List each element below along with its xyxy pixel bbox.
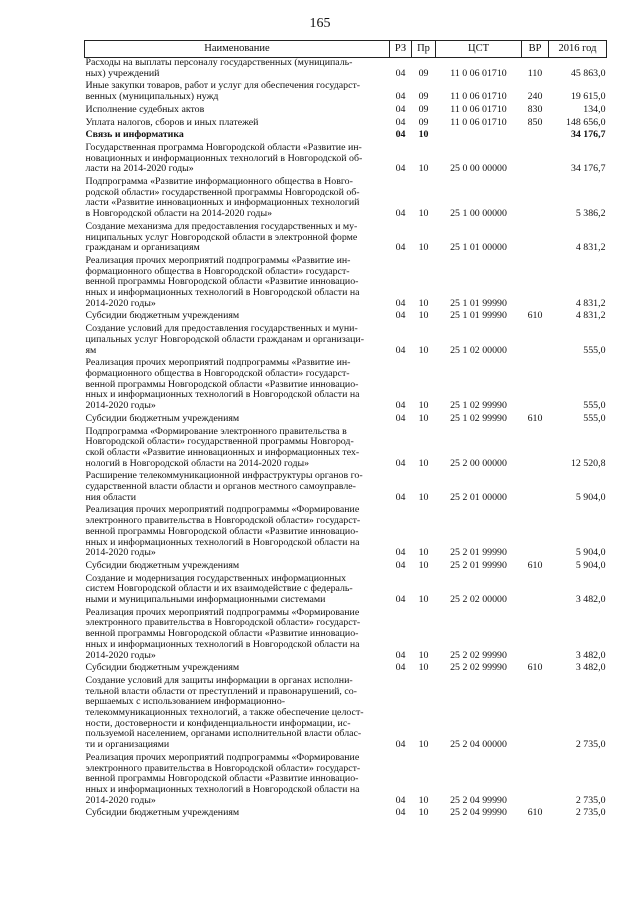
row-rz: 04 [395, 739, 406, 751]
row-name: Иные закупки товаров, работ и услуг для обеспечения государст- венных (муниципальных) нужд [85, 80, 361, 103]
row-name: Подпрограмма «Развитие информационного общества в Новго- родской области» государственной программы Новгородской об- ласти «Развитие инновационных и информационных технологий в Новгородской области на 2014-2020 годы» [85, 176, 360, 220]
row-name: Создание условий для предоставления государственных и муни- ципальных услуг Новгородской области гражданам и организаци- ям [85, 323, 364, 356]
row-amount: 5 904,0 [575, 491, 606, 503]
row-pr: 10 [418, 412, 429, 424]
row-cst: 25 1 00 00000 [450, 208, 507, 220]
row-pr: 09 [418, 103, 429, 115]
row-vr [522, 753, 549, 809]
row-pr: 10 [418, 547, 429, 559]
row-rz: 04 [395, 208, 406, 220]
row-pr: 10 [418, 208, 429, 220]
table-header-row [85, 41, 607, 58]
row-amount: 2 735,0 [575, 739, 606, 751]
row-cst [436, 130, 522, 143]
row-pr: 09 [418, 67, 429, 79]
table-row [85, 81, 607, 104]
row-amount: 2 735,0 [575, 807, 606, 819]
row-cst: 25 2 01 99990 [450, 547, 507, 559]
row-vr [522, 222, 549, 256]
row-amount: 2 735,0 [575, 794, 606, 806]
row-cst: 11 0 06 01710 [450, 67, 507, 79]
row-rz: 04 [395, 662, 406, 674]
row-cst: 25 2 04 99990 [450, 794, 507, 806]
row-pr: 10 [418, 457, 429, 469]
row-amount: 4 831,2 [575, 242, 606, 254]
row-amount: 555,0 [583, 344, 606, 356]
row-amount: 4 831,2 [575, 297, 606, 309]
row-name: Расширение телекоммуникационной инфраструктуры органов го- сударственной власти области и органов местного самоуправле- ния области [85, 470, 363, 503]
table-row [85, 753, 607, 809]
row-vr [522, 608, 549, 664]
table-row [85, 256, 607, 312]
row-name: Расходы на выплаты персоналу государственных (муниципаль- ных) учреждений [85, 57, 353, 79]
row-vr [522, 471, 549, 505]
page-number: 165 [309, 16, 331, 31]
row-vr [522, 505, 549, 561]
table-row [85, 471, 607, 505]
row-rz: 04 [395, 649, 406, 661]
row-name: Субсидии бюджетным учреждениям [85, 559, 240, 571]
row-name: Реализация прочих мероприятий подпрограммы «Формирование электронного правительства в Новгородской области» государст- венной программы Новгородской области «Развитие инновацио- нных и информационных технологий в Новгородской области на 2014-2020 годы» [85, 504, 361, 559]
table-body [85, 58, 607, 822]
row-amount: 3 482,0 [575, 662, 606, 674]
row-amount: 134,0 [583, 103, 606, 115]
header-vr: ВР [522, 41, 549, 58]
table-row [85, 105, 607, 118]
row-amount: 45 863,0 [570, 67, 606, 79]
row-cst: 11 0 06 01710 [450, 116, 507, 128]
row-rz: 04 [395, 163, 406, 175]
row-name: Связь и информатика [85, 129, 184, 141]
row-rz: 04 [395, 807, 406, 819]
table-row [85, 676, 607, 753]
row-rz: 04 [395, 67, 406, 79]
row-rz: 04 [395, 310, 406, 322]
header-amount: 2016 год [549, 41, 607, 58]
row-rz: 04 [395, 344, 406, 356]
row-vr [522, 324, 549, 358]
table-row [85, 58, 607, 82]
row-name: Создание механизма для предоставления государственных и му- ниципальных услуг Новгородской области в электронной форме гражданам и организациям [85, 220, 358, 254]
row-cst: 11 0 06 01710 [450, 91, 507, 103]
row-vr [522, 574, 549, 608]
row-rz: 04 [395, 297, 406, 309]
header-name: Наименование [85, 41, 390, 58]
header-rz: РЗ [390, 41, 412, 58]
row-rz: 04 [395, 242, 406, 254]
row-cst: 25 2 02 99990 [450, 662, 507, 674]
row-name: Субсидии бюджетным учреждениям [85, 662, 240, 674]
row-rz: 04 [395, 103, 406, 115]
row-cst: 25 2 04 99990 [450, 807, 507, 819]
row-cst: 25 1 01 99990 [450, 297, 507, 309]
row-name: Исполнение судебных актов [85, 103, 205, 115]
row-name: Государственная программа Новгородской области «Развитие ин- новационных и информационных технологий в Новгородской об- ласти на 2014-2020 годы» [85, 141, 363, 175]
row-amount: 34 176,7 [570, 129, 606, 141]
row-rz: 04 [395, 91, 406, 103]
row-rz: 04 [395, 457, 406, 469]
row-vr: 110 [527, 67, 543, 79]
row-cst: 25 1 02 00000 [450, 344, 507, 356]
row-vr: 830 [527, 103, 543, 115]
row-amount: 148 656,0 [566, 116, 606, 128]
row-name: Субсидии бюджетным учреждениям [85, 807, 240, 819]
row-name: Реализация прочих мероприятий подпрограммы «Развитие ин- формационного общества в Новгородской области» государст- венной программы Новгородской области «Развитие инновацио- нных и информационных технологий в Новгородской области на 2014-2020 годы» [85, 254, 360, 309]
row-name: Реализация прочих мероприятий подпрограммы «Формирование электронного правительства в Новгородской области» государст- венной программы Новгородской области «Развитие инновацио- нных и информационных технологий в Новгородской области на 2014-2020 годы» [85, 606, 361, 661]
row-amount: 4 831,2 [575, 310, 606, 322]
row-pr: 10 [418, 242, 429, 254]
row-cst: 25 2 01 00000 [450, 491, 507, 503]
row-rz: 04 [395, 412, 406, 424]
row-cst: 25 1 01 00000 [450, 242, 507, 254]
row-cst: 25 2 04 00000 [450, 739, 507, 751]
row-amount: 555,0 [583, 400, 606, 412]
table-row [85, 222, 607, 256]
row-pr: 10 [418, 491, 429, 503]
row-pr: 10 [418, 794, 429, 806]
row-vr [522, 143, 549, 177]
row-name: Подпрограмма «Формирование электронного правительства в Новгородской области» государственной программы Новгород- ской области «Развитие инновационных и информационных тех- нологий в Новгородской области на 2014-2020 годы» [85, 425, 360, 469]
row-pr: 10 [418, 310, 429, 322]
row-cst: 25 1 01 99990 [450, 310, 507, 322]
row-pr: 10 [418, 559, 429, 571]
row-rz: 04 [395, 400, 406, 412]
row-vr: 610 [527, 559, 543, 571]
row-vr [522, 130, 549, 143]
row-pr: 10 [418, 163, 429, 175]
row-rz: 04 [395, 794, 406, 806]
row-vr: 610 [527, 662, 543, 674]
row-cst: 25 0 00 00000 [450, 163, 507, 175]
row-pr: 10 [418, 297, 429, 309]
row-vr [522, 427, 549, 472]
row-amount: 5 386,2 [575, 208, 606, 220]
row-amount: 5 904,0 [575, 547, 606, 559]
row-pr: 10 [418, 662, 429, 674]
row-vr [522, 256, 549, 312]
row-vr [522, 358, 549, 414]
table-row [85, 324, 607, 358]
row-vr: 610 [527, 310, 543, 322]
table-row [85, 427, 607, 472]
row-cst: 25 1 02 99990 [450, 400, 507, 412]
row-vr: 240 [527, 91, 543, 103]
row-pr: 10 [418, 344, 429, 356]
header-cst: ЦСТ [436, 41, 522, 58]
row-pr: 10 [418, 807, 429, 819]
row-pr: 09 [418, 116, 429, 128]
row-name: Реализация прочих мероприятий подпрограммы «Формирование электронного правительства в Новгородской области» государст- венной программы Новгородской области «Развитие инновацио- нных и информационных технологий в Новгородской области на 2014-2020 годы» [85, 751, 361, 806]
row-name: Создание и модернизация государственных информационных систем Новгородской области и их взаимодействие с федераль- ными и муниципальными информационными системами [85, 572, 353, 606]
row-amount: 5 904,0 [575, 559, 606, 571]
row-cst: 25 2 00 00000 [450, 457, 507, 469]
row-rz: 04 [395, 547, 406, 559]
row-cst: 25 2 01 99990 [450, 559, 507, 571]
row-rz: 04 [395, 116, 406, 128]
row-amount: 12 520,8 [570, 457, 606, 469]
row-vr: 610 [527, 412, 543, 424]
row-amount: 19 615,0 [570, 91, 606, 103]
row-rz: 04 [395, 559, 406, 571]
row-cst: 25 1 02 99990 [450, 412, 507, 424]
row-name: Реализация прочих мероприятий подпрограммы «Развитие ин- формационного общества в Новгородской области» государст- венной программы Новгородской области «Развитие инновацио- нных и информационных технологий в Новгородской области на 2014-2020 годы» [85, 357, 360, 412]
table-row [85, 561, 607, 574]
row-rz: 04 [395, 129, 406, 141]
row-name: Создание условий для защиты информации в органах исполни- тельной власти области от преступлений и правонарушений, со- вершаемых с использованием информационно- телекоммуникационных технологий, а также обеспечение целост- ности, достоверности и конфиденциальности информации, ис- пользуемой населением, органами исполнительной власти облас- ти и организациями [85, 674, 364, 751]
row-pr: 09 [418, 91, 429, 103]
row-vr: 610 [527, 807, 543, 819]
table-row [85, 177, 607, 222]
row-pr: 10 [418, 129, 429, 141]
row-amount: 555,0 [583, 412, 606, 424]
row-name: Уплата налогов, сборов и иных платежей [85, 116, 259, 128]
row-rz: 04 [395, 491, 406, 503]
row-amount: 3 482,0 [575, 594, 606, 606]
row-vr [522, 177, 549, 222]
table-row [85, 505, 607, 561]
row-amount: 3 482,0 [575, 649, 606, 661]
table-row [85, 143, 607, 177]
table-row [85, 608, 607, 664]
row-vr [522, 676, 549, 753]
table-row [85, 414, 607, 427]
row-cst: 25 2 02 99990 [450, 649, 507, 661]
row-vr: 850 [527, 116, 543, 128]
row-pr: 10 [418, 400, 429, 412]
table-row [85, 808, 607, 821]
row-amount: 34 176,7 [570, 163, 606, 175]
budget-table [84, 40, 607, 821]
table-row [85, 574, 607, 608]
header-pr: Пр [412, 41, 436, 58]
row-pr: 10 [418, 594, 429, 606]
row-rz: 04 [395, 594, 406, 606]
row-cst: 25 2 02 00000 [450, 594, 507, 606]
row-name: Субсидии бюджетным учреждениям [85, 412, 240, 424]
row-pr: 10 [418, 739, 429, 751]
row-pr: 10 [418, 649, 429, 661]
table-row [85, 358, 607, 414]
row-cst: 11 0 06 01710 [450, 103, 507, 115]
row-name: Субсидии бюджетным учреждениям [85, 310, 240, 322]
